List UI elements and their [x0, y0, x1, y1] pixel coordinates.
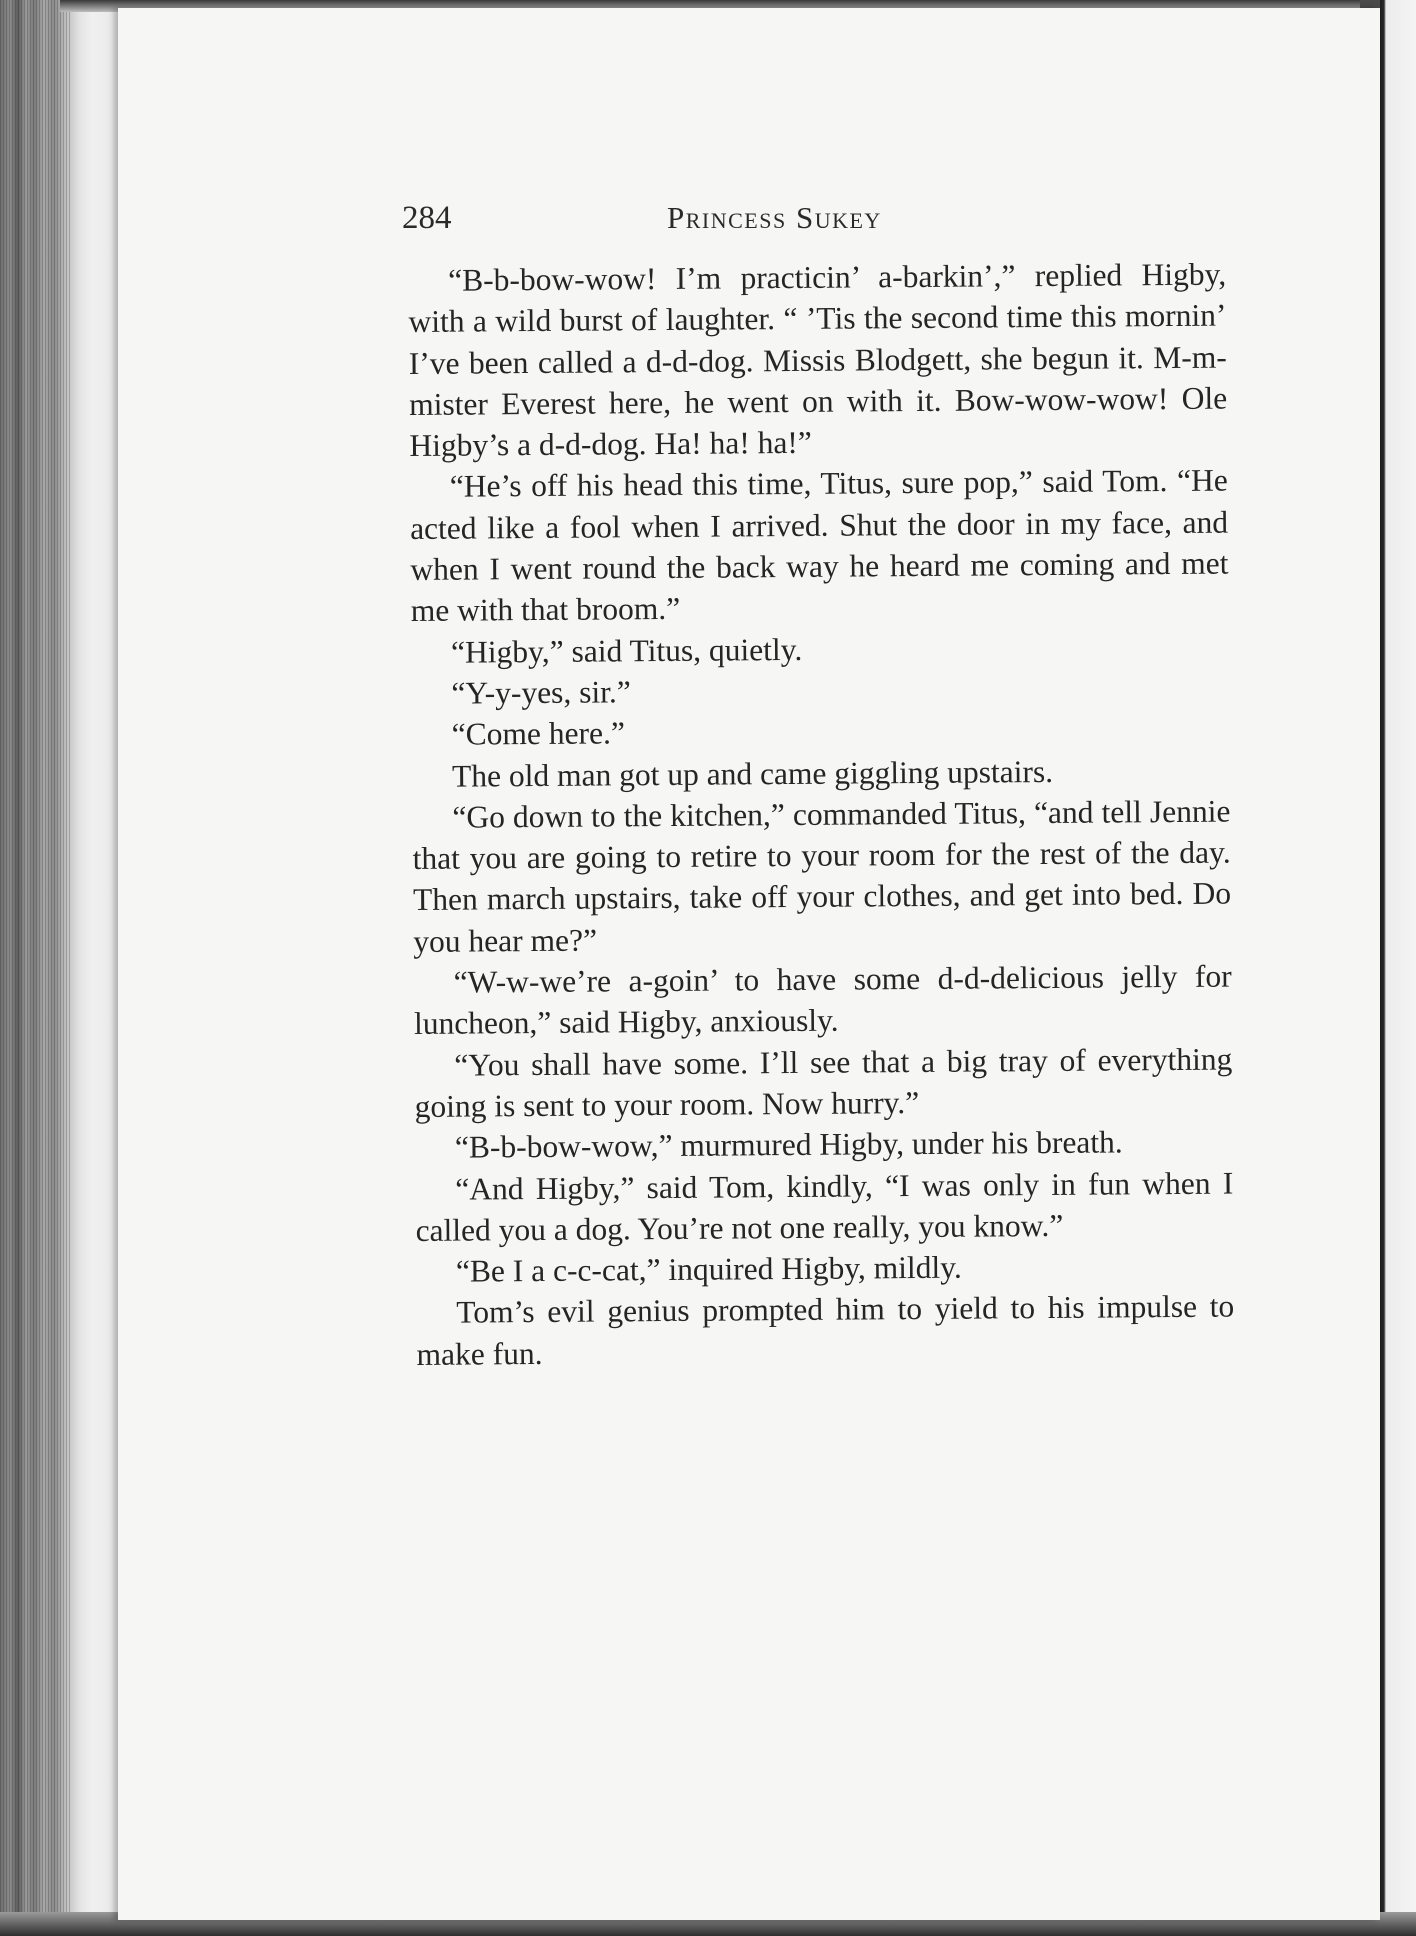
paragraph: “Come here.” [451, 715, 626, 752]
paragraph: “And Higby,” said Tom, kindly, “I was only in fun when I called you a dog. You’re not one really, you know.” [415, 1165, 1234, 1248]
page-header [402, 200, 1202, 244]
paragraph: “Y-y-yes, sir.” [451, 674, 631, 711]
page-stack-edges [0, 0, 70, 1936]
right-page-edge [1380, 0, 1416, 1936]
running-title: Princess Sukey [667, 200, 882, 235]
page-number: 284 [402, 200, 452, 236]
paragraph: “Be I a c-c-cat,” inquired Higby, mildly. [455, 1249, 962, 1289]
paragraph: The old man got up and came giggling upstairs. [451, 753, 1054, 794]
paragraph: “Higby,” said Titus, quietly. [450, 631, 803, 670]
paragraph: “W-w-we’re a-goin’ to have some d-d-delicious jelly for luncheon,” said Higby, anxiously. [413, 958, 1232, 1042]
paragraph: “B-b-bow-wow,” murmured Higby, under his breath. [454, 1124, 1123, 1165]
paragraph: “Go down to the kitchen,” commanded Titus, “and tell Jennie that you are going to retire to your room for the rest of the day. Then march upstairs, take off your clothes, and get into bed. Do you hear me?” [412, 793, 1232, 959]
paragraph: “He’s off his head this time, Titus, sure pop,” said Tom. “He acted like a fool when I arrived. Shut the door in my face, and when I went round the back way he heard me coming and met me with that broom.” [409, 463, 1229, 629]
body-text [408, 254, 1235, 1375]
paragraph: “B-b-bow-wow! I’m practicin’ a-barkin’,” replied Higby, with a wild burst of laughter. “ ’Tis the second time this mornin’ I’ve been called a d-d-dog. Missis Blodgett, she begun it. M-m-mister Everest here, he went on with it. Bow-wow-wow! Ole Higby’s a d-d-dog. Ha! ha! ha!” [408, 256, 1228, 464]
paragraph: Tom’s evil genius prompted him to yield to his impulse to make fun. [416, 1288, 1235, 1372]
paragraph: “You shall have some. I’ll see that a big tray of everything going is sent to your room. Now hurry.” [414, 1041, 1233, 1124]
